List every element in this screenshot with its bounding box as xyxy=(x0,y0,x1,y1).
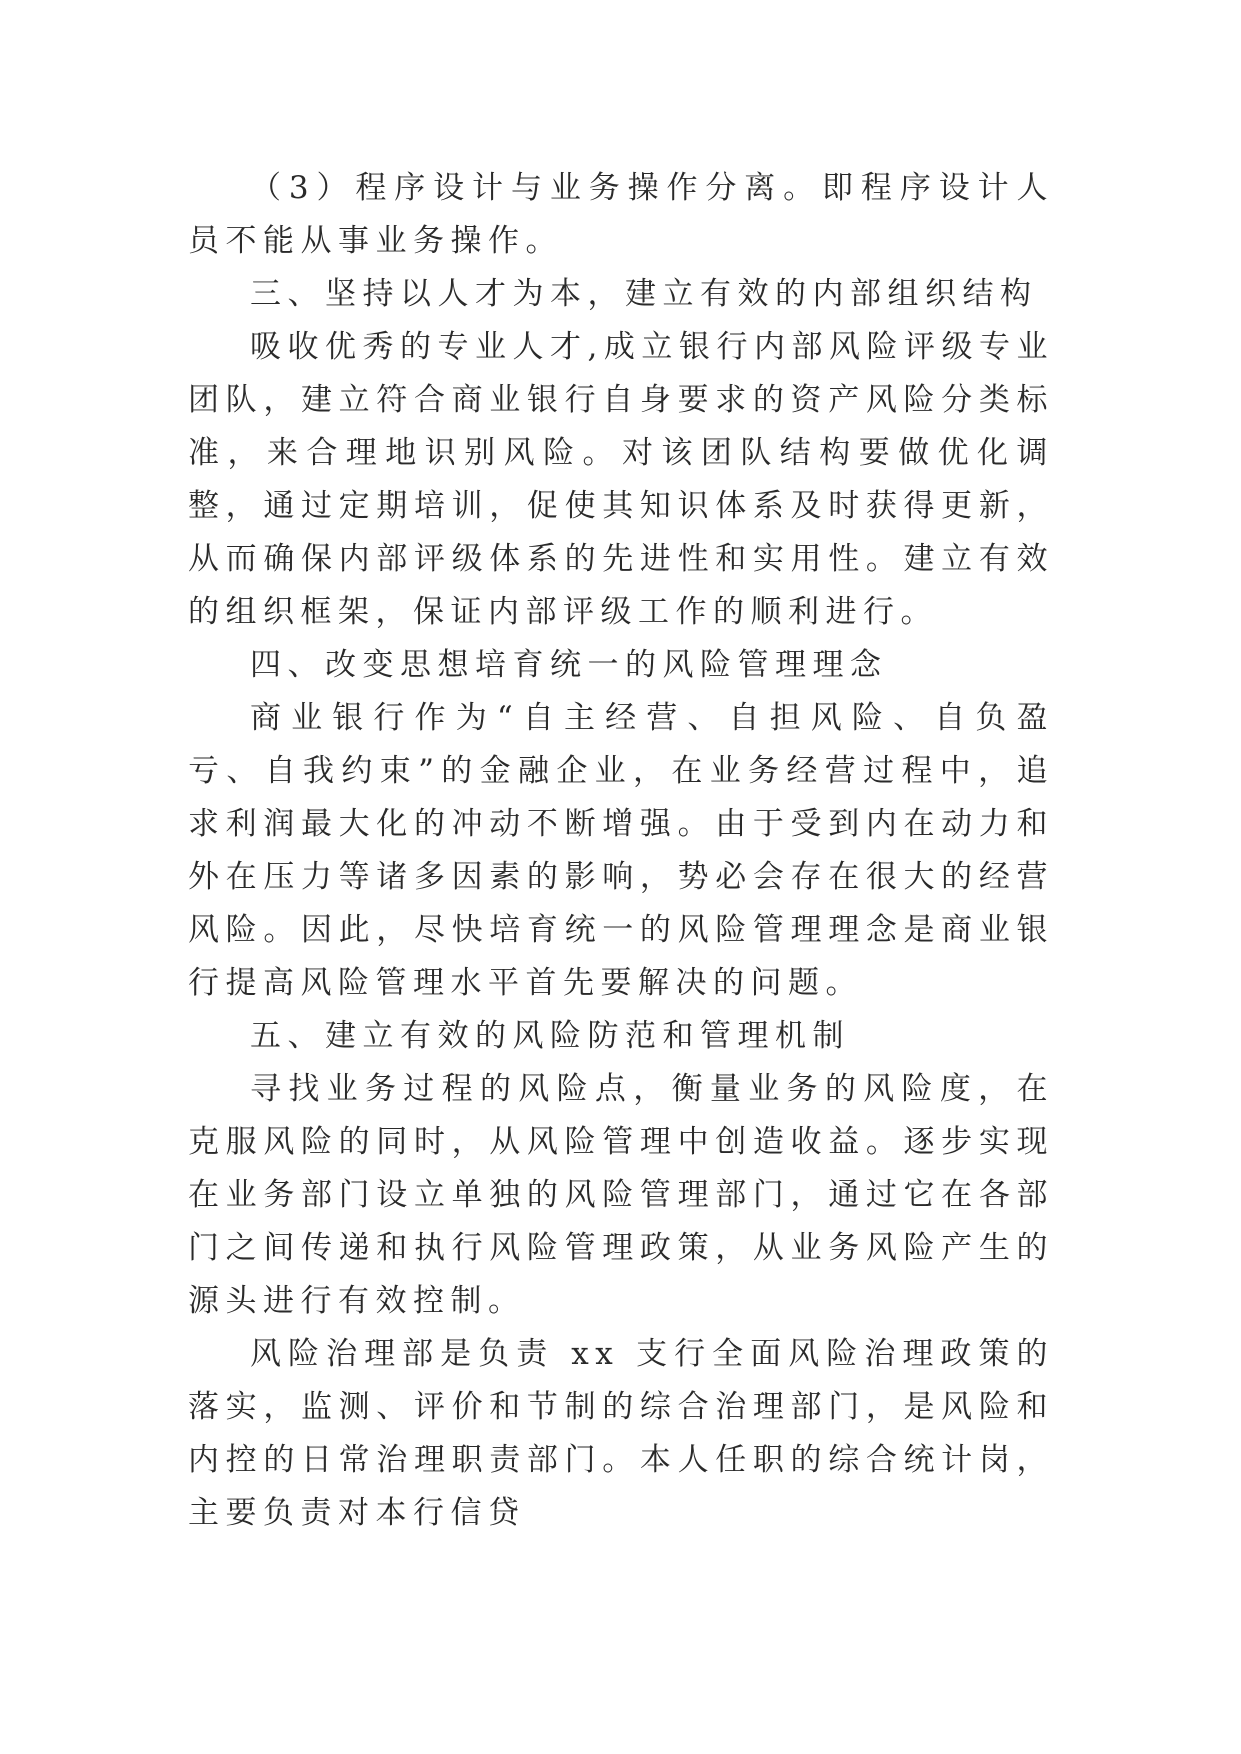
paragraph-risk-department: 风险治理部是负责 xx 支行全面风险治理政策的落实，监测、评价和节制的综合治理部门，是风险和内控的日常治理职责部门。本人任职的综合统计岗，主要负责对本行信贷 xyxy=(188,1336,1054,1531)
paragraph-program-separation: （3）程序设计与业务操作分离。即程序设计人员不能从事业务操作。 xyxy=(188,170,1054,259)
section-heading-risk-mechanism: 五、建立有效的风险防范和管理机制 xyxy=(250,1018,850,1054)
paragraph-talent: 吸收优秀的专业人才,成立银行内部风险评级专业团队，建立符合商业银行自身要求的资产风险分类标准，来合理地识别风险。对该团队结构要做优化调整，通过定期培训，促使其知识体系及时获得更新，从而确保内部评级体系的先进性和实用性。建立有效的组织框架，保证内部评级工作的顺利进行。 xyxy=(188,329,1054,630)
section-heading-talent: 三、坚持以人才为本，建立有效的内部组织结构 xyxy=(250,276,1038,312)
document-page xyxy=(188,162,1054,1540)
section-heading-risk-concept: 四、改变思想培育统一的风险管理理念 xyxy=(250,647,888,683)
paragraph-risk-concept: 商业银行作为“自主经营、自担风险、自负盈亏、自我约束”的金融企业，在业务经营过程中，追求利润最大化的冲动不断增强。由于受到内在动力和外在压力等诸多因素的影响，势必会存在很大的经营风险。因此，尽快培育统一的风险管理理念是商业银行提高风险管理水平首先要解决的问题。 xyxy=(188,700,1054,1001)
paragraph-risk-mechanism: 寻找业务过程的风险点，衡量业务的风险度，在克服风险的同时，从风险管理中创造收益。逐步实现在业务部门设立单独的风险管理部门，通过它在各部门之间传递和执行风险管理政策，从业务风险产生的源头进行有效控制。 xyxy=(188,1071,1054,1319)
